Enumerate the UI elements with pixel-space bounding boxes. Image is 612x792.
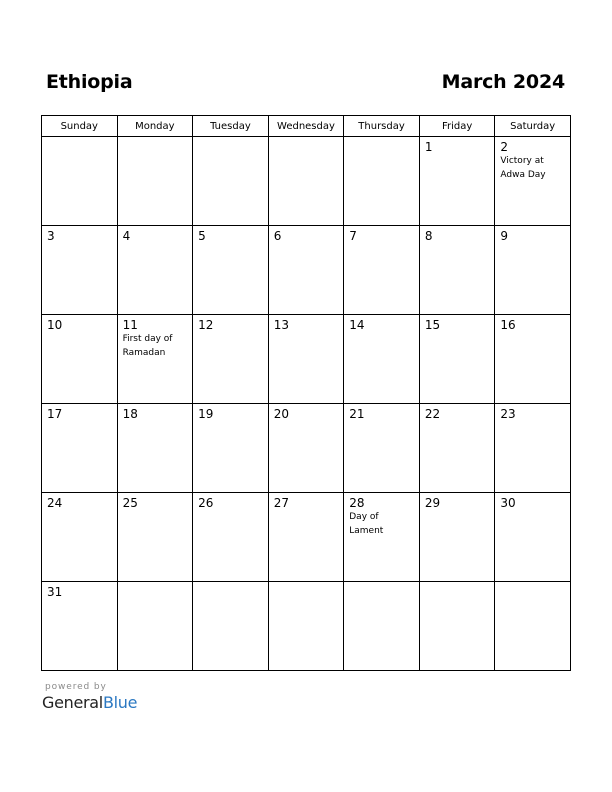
holiday-label: Victory at Adwa Day [500,156,546,180]
day-cell [344,315,420,404]
day-cell [495,137,571,226]
day-number: 2 [500,140,509,154]
month-title: March 2024 [441,71,565,93]
day-number: 13 [273,318,289,332]
day-number: 1 [424,140,433,154]
day-cell [419,226,495,315]
day-number: 31 [47,585,63,599]
weekday-saturday: Saturday [495,116,571,137]
week-row [42,404,571,493]
day-number: 15 [424,318,441,332]
day-cell [419,582,495,671]
holiday-label: Day of Lament [349,512,384,536]
day-number: 30 [500,496,516,510]
day-number: 8 [424,229,433,243]
day-cell [495,404,571,493]
day-cell [193,582,269,671]
powered-by-label: powered by [45,682,107,692]
day-cell [117,226,193,315]
day-number: 4 [122,229,131,243]
day-cell [268,226,344,315]
brand-logo[interactable] [42,693,137,712]
day-number: 28 [349,496,365,510]
day-cell [268,315,344,404]
holiday-label: First day of Ramadan [122,334,173,358]
day-cell [344,226,420,315]
day-number: 27 [273,496,289,510]
day-number: 24 [47,496,63,510]
day-number: 12 [198,318,214,332]
day-cell [42,493,118,582]
week-row [42,137,571,226]
day-cell [193,137,269,226]
day-number: 19 [198,407,214,421]
day-cell [495,493,571,582]
day-cell [344,137,420,226]
brand-blue: Blue [102,693,138,712]
day-cell [344,404,420,493]
day-cell [117,582,193,671]
day-cell [419,315,495,404]
day-number: 23 [500,407,516,421]
day-number: 5 [198,229,206,243]
weekday-sunday: Sunday [42,116,118,137]
week-row [42,315,571,404]
day-number: 20 [273,407,289,421]
day-number: 17 [47,407,63,421]
day-cell [42,404,118,493]
day-cell [193,315,269,404]
day-cell [419,137,495,226]
day-cell [42,226,118,315]
day-cell [495,582,571,671]
day-number: 21 [349,407,365,421]
day-cell [268,404,344,493]
day-cell [419,493,495,582]
day-number: 3 [47,229,55,243]
day-cell [268,493,344,582]
day-cell [42,137,118,226]
day-cell [268,137,344,226]
day-number: 6 [273,229,282,243]
day-cell [344,582,420,671]
country-title: Ethiopia [46,71,133,93]
day-number: 7 [349,229,357,243]
day-number: 22 [424,407,441,421]
weekday-monday: Monday [117,116,193,137]
day-number: 18 [122,407,138,421]
day-cell [42,582,118,671]
day-cell [117,315,193,404]
weekday-wednesday: Wednesday [268,116,344,137]
day-cell [344,493,420,582]
day-number: 11 [122,318,138,332]
day-cell [193,493,269,582]
weekday-header-row [42,116,571,137]
day-number: 16 [500,318,516,332]
day-cell [193,226,269,315]
day-number: 25 [122,496,138,510]
weekday-tuesday: Tuesday [193,116,269,137]
day-cell [42,315,118,404]
week-row [42,582,571,671]
calendar-grid [41,115,571,671]
day-cell [117,137,193,226]
day-number: 26 [198,496,214,510]
day-cell [495,315,571,404]
day-number: 10 [47,318,63,332]
weekday-thursday: Thursday [344,116,420,137]
day-cell [419,404,495,493]
week-row [42,226,571,315]
day-cell [268,582,344,671]
day-number: 29 [424,496,441,510]
week-row [42,493,571,582]
day-number: 14 [349,318,365,332]
day-cell [117,404,193,493]
day-cell [495,226,571,315]
day-number: 9 [500,229,509,243]
weekday-friday: Friday [419,116,495,137]
brand-general: General [42,693,103,712]
day-cell [193,404,269,493]
day-cell [117,493,193,582]
